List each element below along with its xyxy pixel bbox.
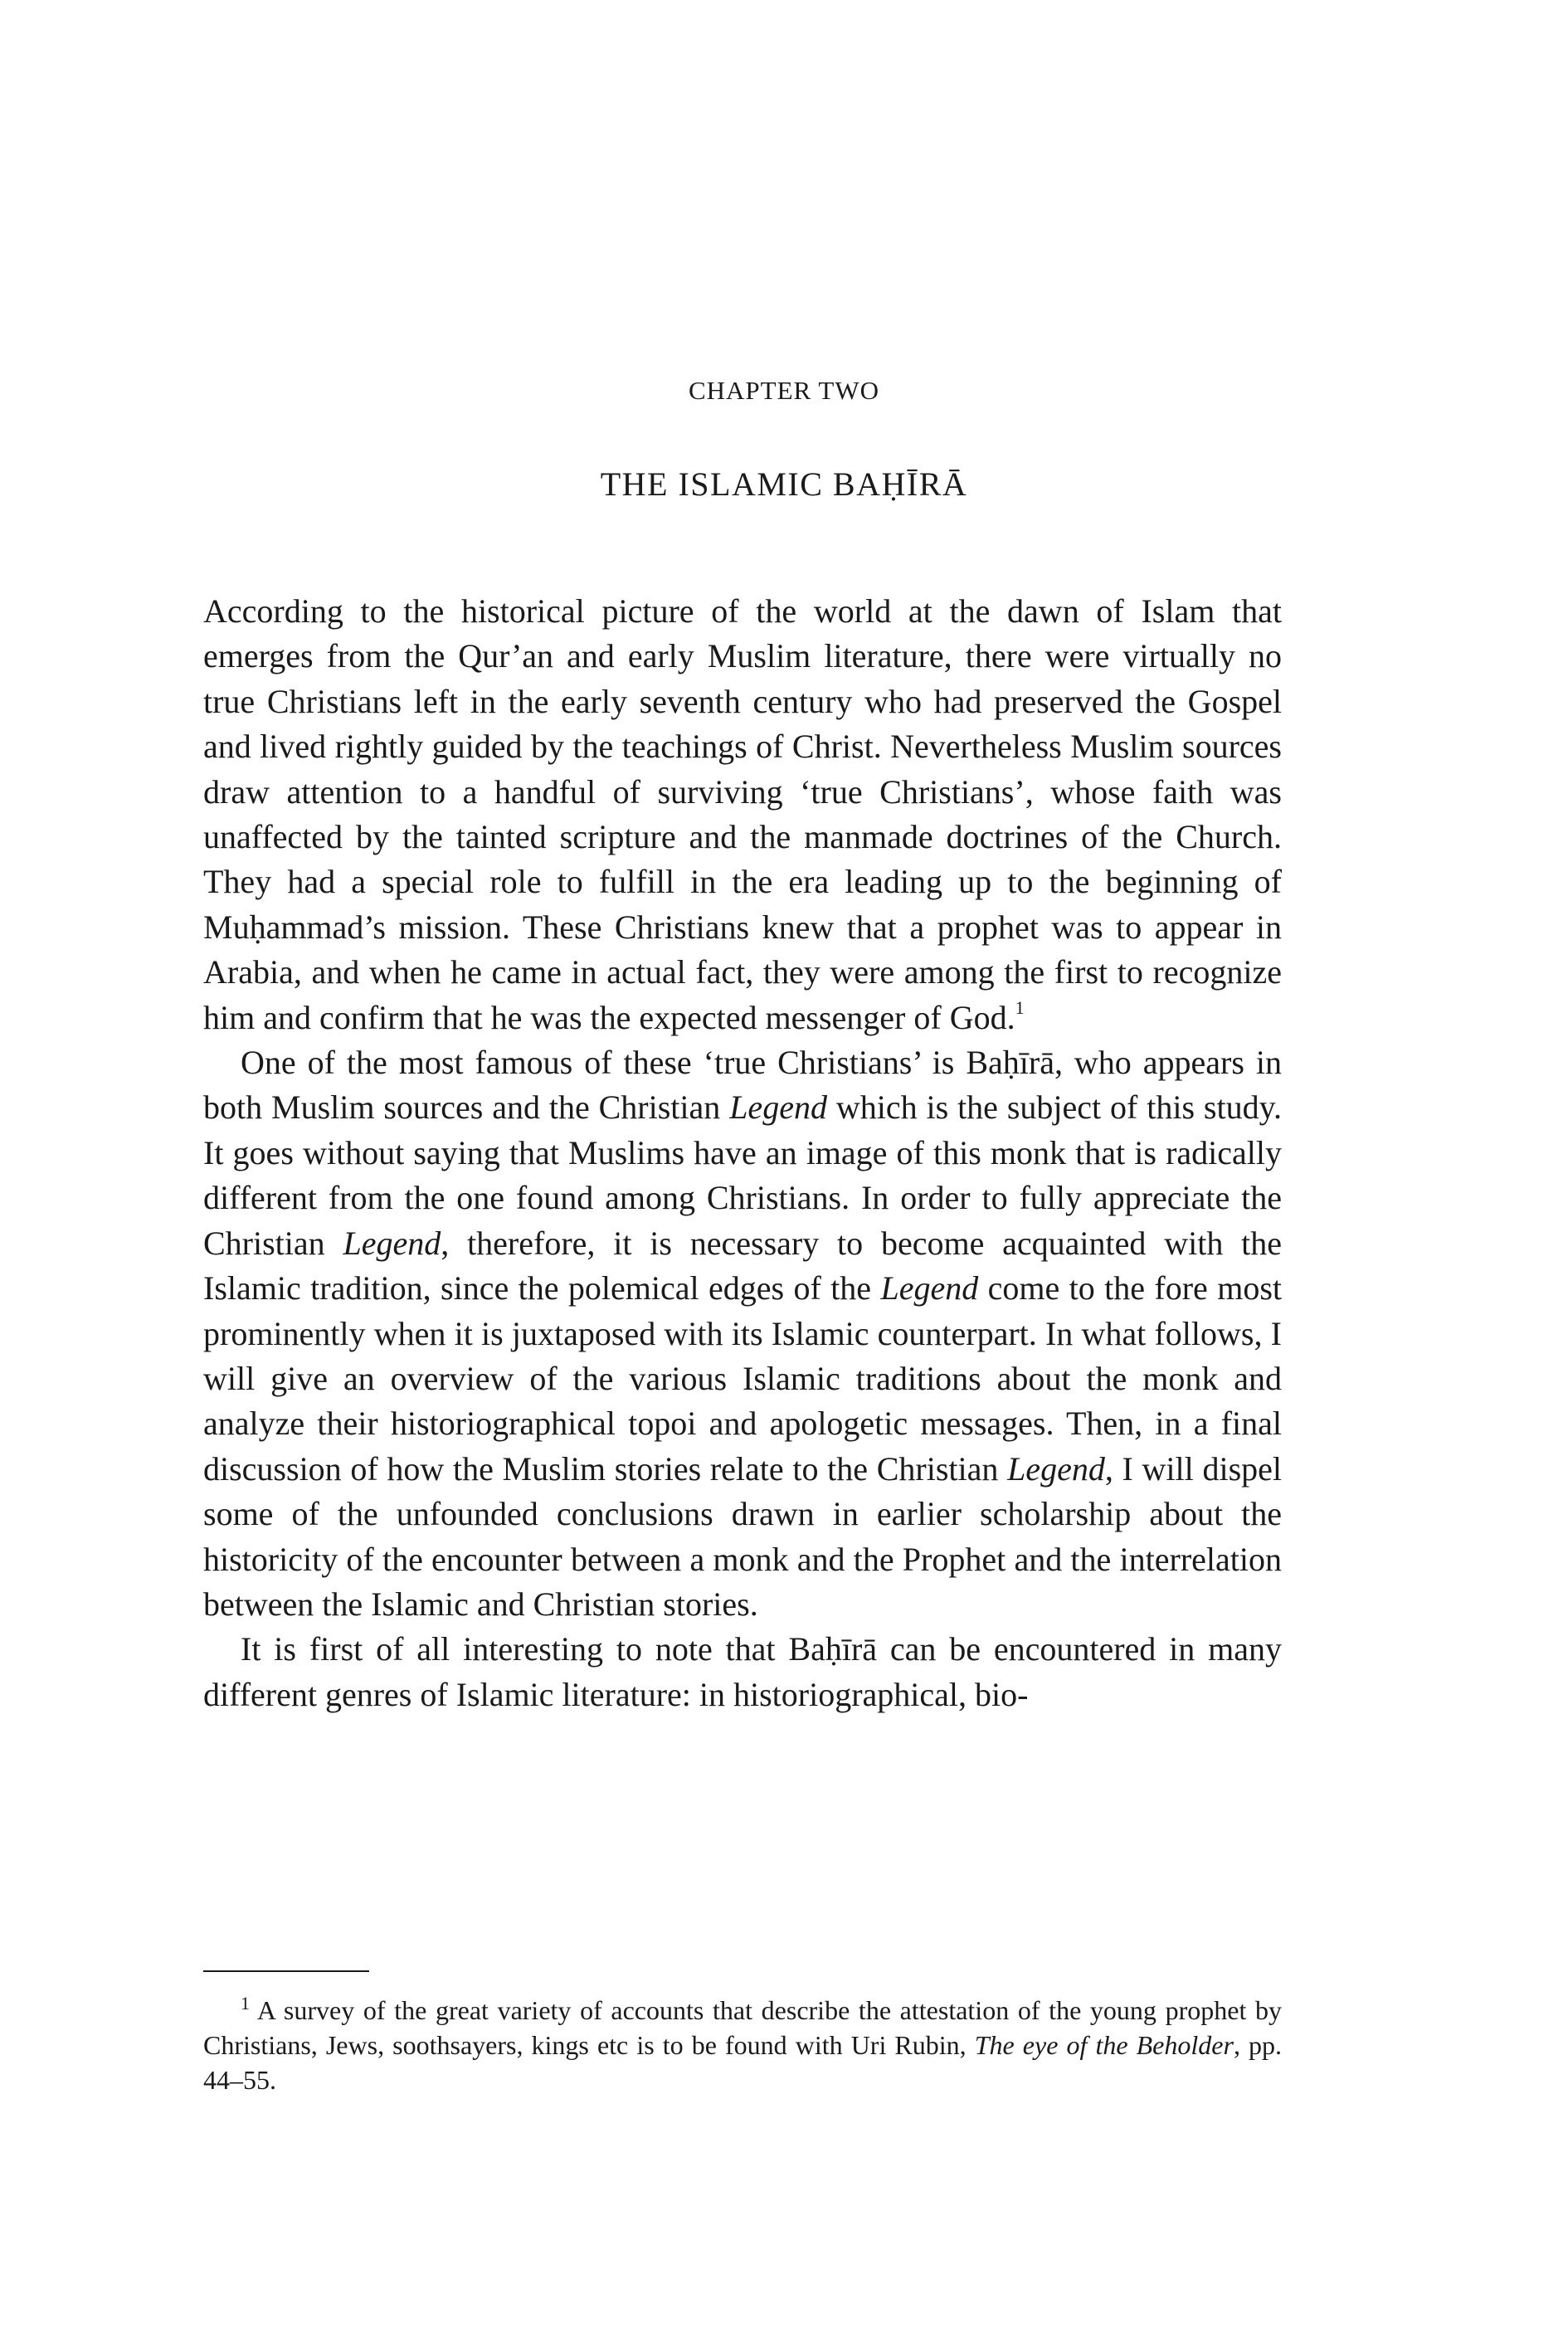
paragraph-1-text: According to the historical picture of the world at the dawn of Islam that emerges from the Qur’an and early Muslim literature, there were virtually no true Christians left in the early seventh century who had preserved the Gospel and lived rightly guided by the teachings of Christ. Nevertheless Muslim sources draw attention to a handful of surviving ‘true Christians’, whose faith was unaffected by the tainted scripture and the manmade doctrines of the Church. They had a special role to fulfill in the era leading up to the beginning of Muḥammad’s mission. These Christians knew that a prophet was to appear in Arabia, and when he came in actual fact, they were among the first to recognize him and confirm that he was the expected messenger of God. bbox=[203, 592, 1282, 1036]
footnote-divider bbox=[203, 1970, 369, 1972]
chapter-title: THE ISLAMIC BAḤĪRĀ bbox=[600, 465, 968, 503]
italic-legend: Legend bbox=[729, 1088, 827, 1127]
footnote-text-before: A survey of the great variety of accounts that describe the attestation of the young prophet by Christians, Jews, soothsayers, kings etc is to be found with Uri Rubin, bbox=[203, 1995, 1283, 2060]
paragraph-2-segment-1: One of the most famous of these ‘true Christians’ is Baḥīrā, who appears in both Muslim sources and the Christian bbox=[203, 1044, 1282, 1127]
footnote-text-after: , pp. 44–55. bbox=[203, 2030, 1283, 2095]
italic-legend: Legend bbox=[880, 1269, 979, 1307]
paragraph-2-segment-1b: which is bbox=[826, 1088, 958, 1127]
paragraph-2-segment-3: , therefore, it is necessary to become acquainted with the Islamic tradition, since the polemical edges of the bbox=[203, 1224, 1282, 1307]
chapter-label: CHAPTER TWO bbox=[688, 376, 879, 405]
footnote-book-title: The eye of the Beholder bbox=[974, 2030, 1234, 2060]
paragraph-2-segment-5: , I will dispel some of the unfounded conclusions drawn in earlier scholarship about the historicity of the encounter between a monk and the Prophet and the interrelation between the Islamic and Christian stories. bbox=[203, 1449, 1283, 1623]
footnote-number: 1 bbox=[241, 1993, 250, 2014]
italic-legend: Legend bbox=[343, 1224, 441, 1262]
footnote-reference[interactable]: 1 bbox=[1015, 996, 1025, 1018]
footnote-1 bbox=[203, 1993, 1282, 2097]
italic-legend: Legend bbox=[1007, 1449, 1105, 1488]
paragraph-2 bbox=[203, 1040, 1282, 1627]
paragraph-2-segment-4: come to the fore most prominently when it is juxtaposed with its Islamic counterpart. In what follows, I will give an overview of the various Islamic traditions about the monk and analyze their historiographical topoi and apologetic messages. Then, in a final discussion of how the Muslim stories relate to the Christian bbox=[203, 1269, 1283, 1488]
paragraph-2-segment-2: the subject of this study. It goes without saying that Muslims have an image of this monk that is radically different from the one found among Christians. In order to fully appreciate the Christian bbox=[203, 1088, 1282, 1262]
paragraph-3-text: It is first of all interesting to note that Baḥīrā can be encountered in many different genres of Islamic literature: in historiographical, bio- bbox=[203, 1630, 1282, 1713]
body-text bbox=[203, 589, 1282, 1717]
paragraph-3 bbox=[203, 1627, 1282, 1717]
paragraph-1 bbox=[203, 589, 1282, 1040]
